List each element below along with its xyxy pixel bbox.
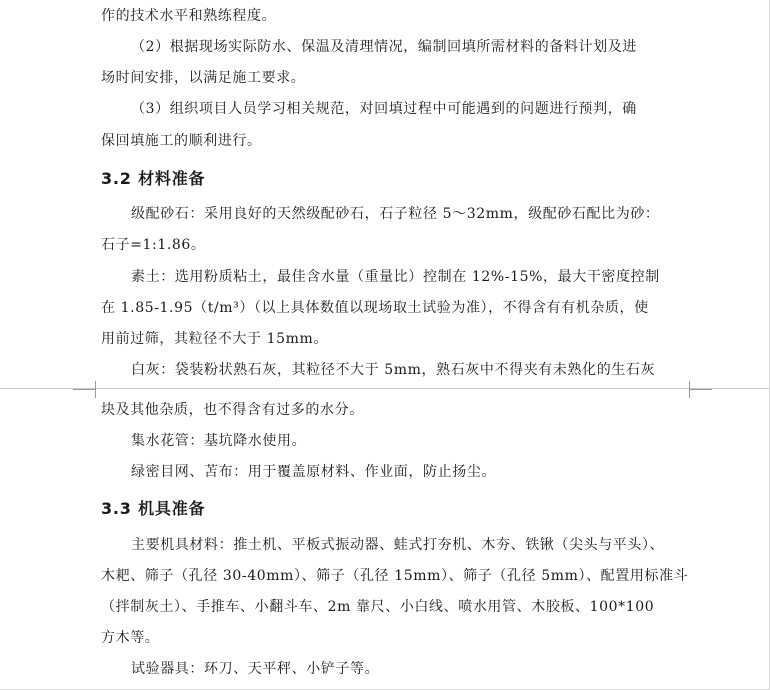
paragraph-line: 用前过筛，其粒径不大于 15mm。 [101,331,329,347]
paragraph-line: （拌制灰土）、手推车、小翻斗车、2m 靠尺、小白线、喷水用管、木胶板、100*100 [101,599,655,615]
paragraph-line: 试验器具：环刀、天平秤、小铲子等。 [131,661,380,677]
paragraph-line: 级配砂石：采用良好的天然级配砂石，石子粒径 5～32mm，级配砂石配比为砂： [131,206,660,222]
paragraph-line: 保回填施工的顺利进行。 [101,133,262,149]
margin-corner-mark [689,389,712,398]
paragraph-line: 白灰：袋装粉状熟石灰，其粒径不大于 5mm，熟石灰中不得夹有未熟化的生石灰 [131,362,656,378]
paragraph-line: 场时间安排，以满足施工要求。 [101,70,306,86]
section-heading-3-3: 3.3 机具准备 [101,499,206,518]
paragraph-line: （3）组织项目人员学习相关规范，对回填过程中可能遇到的问题进行预判，确 [131,101,637,117]
paragraph-line: 素土：选用粉质粘土，最佳含水量（重量比）控制在 12%-15%，最大干密度控制 [131,269,660,285]
paragraph-line: 石子=1:1.86。 [101,237,206,253]
section-heading-3-2: 3.2 材料准备 [101,169,206,188]
paragraph-line: 木耙、筛子（孔径 30-40mm）、筛子（孔径 15mm）、筛子（孔径 5mm）、配置用标准斗 [101,568,689,584]
paragraph-line: 方木等。 [101,630,160,646]
paragraph-line: （2）根据现场实际防水、保温及清理情况，编制回填所需材料的备料计划及进 [131,39,637,55]
page-break-line [0,388,770,389]
paragraph-line: 块及其他杂质，也不得含有过多的水分。 [101,402,364,418]
paragraph-line: 集水花管：基坑降水使用。 [131,433,307,449]
paragraph-line: 在 1.85-1.95（t/m³）（以上具体数值以现场取土试验为准），不得含有有机杂质，使 [101,300,649,316]
paragraph-line: 作的技术水平和熟练程度。 [101,8,277,24]
paragraph-line: 主要机具材料：推土机、平板式振动器、蛙式打夯机、木夯、铁锹（尖头与平头）、 [131,537,665,553]
paragraph-line: 绿密目网、苫布：用于覆盖原材料、作业面，防止扬尘。 [131,464,496,480]
margin-corner-mark [73,389,96,398]
